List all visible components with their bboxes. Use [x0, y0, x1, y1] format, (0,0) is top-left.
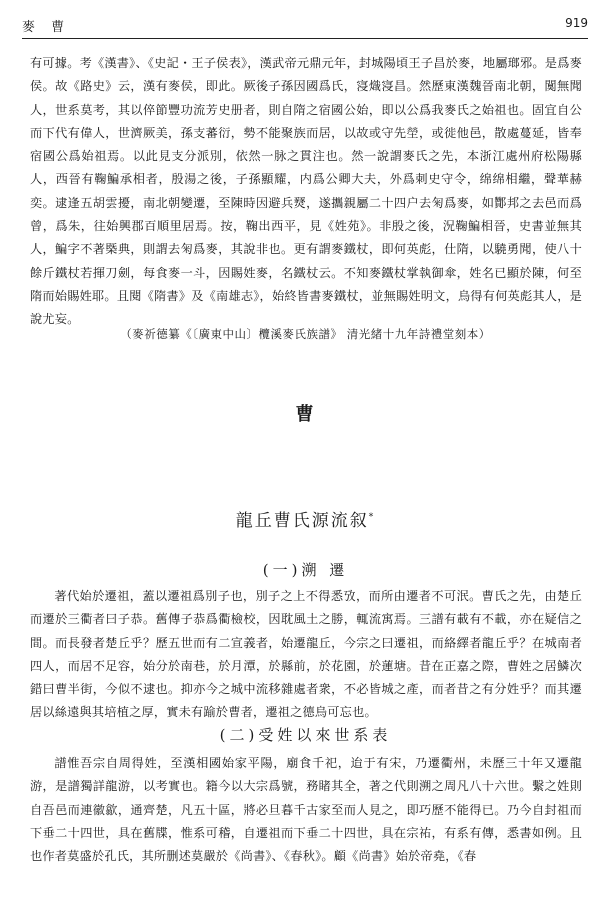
page-number: 919	[565, 16, 588, 30]
paragraph-lineage: 譜惟吾宗自周得姓，至漢相國始家平陽，廟食千祀，迨于有宋，乃遷衢州，未歷三十年又遷龍游，是譜獨詳龍游，以考實也。籍今以大宗爲號，務睹其全，著之代則溯之周凡八十六世。繫之姓則自吾邑而連徽歙，通齊楚，凡五十區，將必旦暮千古家至而人見之，即巧歷不能得已。乃今自封祖而下垂二十四世，具在舊牒，惟系可稽，自遷祖而下垂二十四世，具在宗祐，有系有傳，悉書如例。且也作者莫盛於孔氏，其所删述莫嚴於《尚書》、《春秋》。顧《尚書》始於帝堯，《春	[30, 756, 582, 864]
paragraph-migration: 著代始於遷祖，蓋以遷祖爲別子也，別子之上不得悉攷，而所由遷者不可泯。曹氏之先，由楚丘而遷於三衢者曰子恭。舊傳子恭爲衢檢校，因耽風土之勝，輒流寓焉。三譜有載有不載，亦在疑信之間。而長發者楚丘乎？歷五世而有二宣義者，始遷龍丘，今宗之曰遷祖，而絡繹者龍丘乎？在城南者四人，而居不足容，始分於南巷，於月潭，於縣前，於花園，於蓮塘。昔在正嘉之際，曹姓之居鱗次錯曰曹半街，今似不逮也。抑亦今之城中流移雜處者衆，不必皆城之產，而者昔之有分姓乎？而其遷居以絲遠與其培植之厚，實未有踰於曹者，遷祖之德烏可忘也。	[30, 589, 582, 720]
running-header	[22, 14, 588, 39]
title-footnote-mark: *	[368, 512, 376, 523]
header-section: 麥 曹	[22, 20, 71, 35]
paragraph-mai-origins: 有可據。考《漢書》、《史記・王子侯表》，漢武帝元鼎元年，封城陽頃王子昌於麥，地屬瑯邪。是爲麥侯。故《路史》云，漢有麥侯，即此。厥後子孫因國爲氏，寖熾寖昌。然歷東漢魏晉南北朝，闃無聞人，世系莫考，其以倅節豐功流芳史册者，則自隋之宿國公始，即以公爲我麥氏之始祖也。固宜自公而下代有偉人，世濟厥美，孫支蕃衍，勢不能聚族而居，以故或守先塋，或徙他邑，散處蔓延，皆奉宿國公爲始祖焉。以此見支分派別，依然一脉之貫注也。然一說謂麥氏之先，本浙江處州府松陽縣人，西晉有鞠鯿承相者，殷湯之後，子孫顯耀，内爲公卿大夫，外爲刺史守令，绵绵相繼，聲華赫奕。逮逢五胡雲擾，南北朝變遷，至陳時因避兵燹，遂攜親屬二十四户去匊爲麥，如酇邦之去邑而爲曾，爲朱，往始興郡百順里居焉。按，鞠出西平，見《姓苑》。非殷之後，況鞠鯿相晉，史書並無其人，鯿字不著槩典，則謂去匊爲麥，其說非也。更有謂麥鐵杖，即何英彪，仕隋，以驍勇聞，使八十餘斤鐵杖若揮刀劍，每食麥一斗，因賜姓麥，名鐵杖云。不知麥鐵杖掌執御傘，姓名已顯於陳，何至隋而始賜姓耶。且閱《隋書》及《南雄志》，始終皆書麥鐵杖，並無賜姓明文，烏得有何英彪其人，是說尤妄。	[30, 56, 582, 327]
article-title	[0, 506, 611, 531]
article-title-text: 龍丘曹氏源流叙	[235, 511, 369, 531]
section-heading-2: (二)受姓以來世系表	[219, 726, 392, 744]
surname-heading: 曹	[295, 404, 316, 425]
source-citation: （麥祈德纂《〔廣東中山〕欖溪麥氏族譜》 清光緒十九年詩禮堂刻本）	[120, 327, 491, 341]
section-heading-1: (一)溯 遷	[262, 561, 349, 579]
